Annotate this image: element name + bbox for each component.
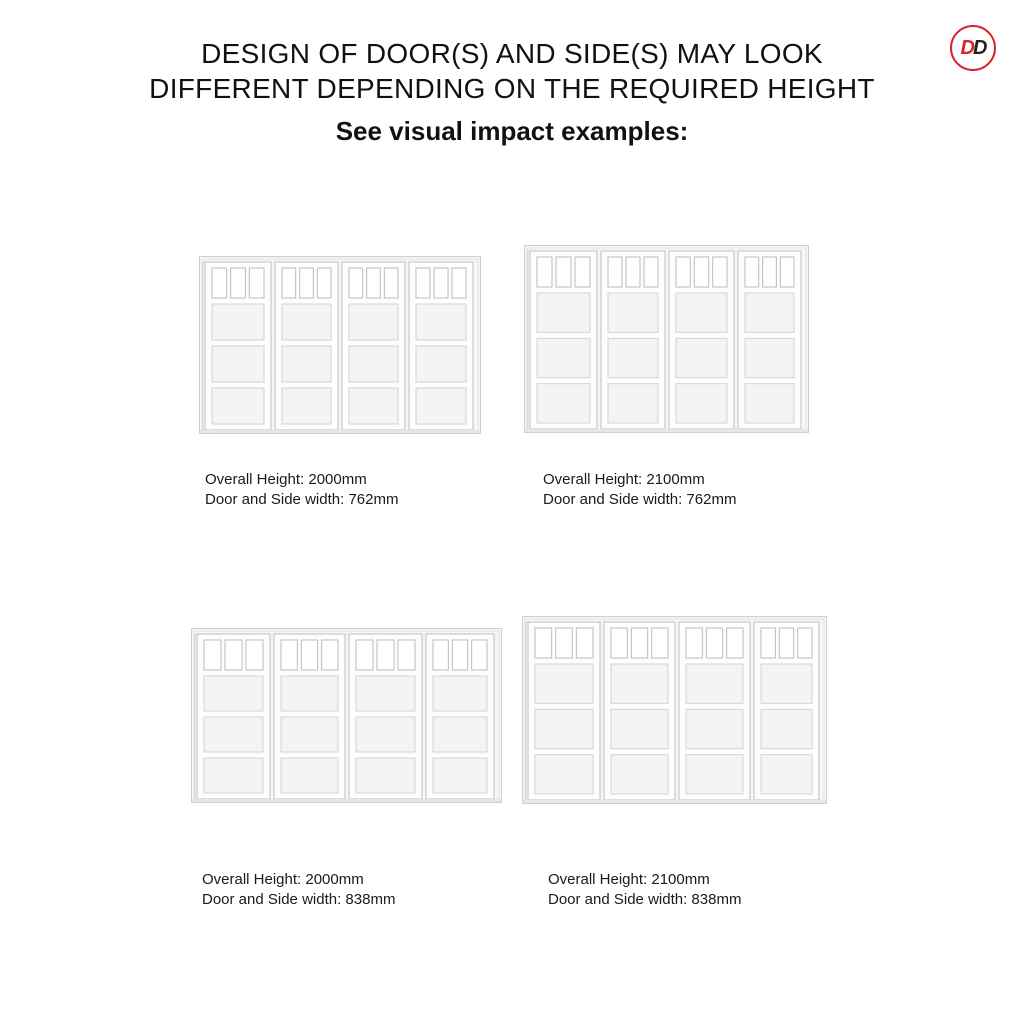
solid-panel [608, 384, 658, 423]
heading [0, 36, 1024, 106]
example-door-set-4 [522, 616, 827, 804]
door-side-width-text: Door and Side width: 762mm [205, 491, 399, 508]
solid-panel [281, 758, 338, 793]
door-side-width-text: Door and Side width: 762mm [543, 491, 737, 508]
door-leaf [426, 634, 494, 799]
door-leaf [528, 622, 600, 800]
example-1-caption [205, 470, 398, 510]
solid-panel [204, 758, 263, 793]
solid-panel [204, 676, 263, 711]
glass-pane [317, 268, 331, 298]
door-leaf [604, 622, 675, 800]
solid-panel [686, 755, 743, 794]
glass-pane [556, 628, 573, 658]
solid-panel [761, 664, 812, 703]
door-leaf [197, 634, 270, 799]
glass-pane [779, 628, 793, 658]
glass-pane [713, 257, 727, 287]
heading-line-1: DESIGN OF DOOR(S) AND SIDE(S) MAY LOOK [201, 38, 823, 69]
solid-panel [433, 676, 487, 711]
door-leaf [349, 634, 422, 799]
glass-pane [322, 640, 338, 670]
glass-pane [556, 257, 571, 287]
door-set-illustration [522, 616, 827, 804]
glass-pane [452, 640, 467, 670]
solid-panel [611, 709, 668, 748]
example-door-set-3 [191, 628, 502, 803]
glass-pane [281, 640, 297, 670]
glass-pane [576, 628, 593, 658]
overall-height-text: Overall Height: 2100mm [548, 871, 710, 888]
door-leaf [601, 251, 665, 429]
threshold [523, 800, 826, 803]
door-leaf [342, 262, 405, 430]
glass-pane [452, 268, 466, 298]
glass-pane [212, 268, 227, 298]
door-leaf [274, 634, 345, 799]
glass-pane [377, 640, 394, 670]
solid-panel [676, 384, 727, 423]
threshold [525, 429, 808, 432]
door-set-illustration [524, 245, 809, 433]
solid-panel [745, 293, 794, 332]
glass-pane [416, 268, 430, 298]
solid-panel [204, 717, 263, 752]
door-leaf [205, 262, 271, 430]
solid-panel [611, 755, 668, 794]
glass-pane [301, 640, 317, 670]
solid-panel [356, 676, 415, 711]
solid-panel [212, 346, 264, 382]
glass-pane [300, 268, 314, 298]
solid-panel [608, 293, 658, 332]
solid-panel [282, 346, 331, 382]
glass-pane [745, 257, 759, 287]
door-set-illustration [199, 256, 481, 434]
door-leaf [669, 251, 734, 429]
glass-pane [676, 257, 690, 287]
solid-panel [535, 709, 593, 748]
glass-pane [706, 628, 722, 658]
glass-pane [349, 268, 363, 298]
glass-pane [686, 628, 702, 658]
glass-pane [761, 628, 775, 658]
glass-pane [356, 640, 373, 670]
solid-panel [608, 338, 658, 377]
solid-panel [537, 384, 590, 423]
threshold [200, 430, 480, 433]
glass-pane [626, 257, 640, 287]
solid-panel [416, 346, 466, 382]
door-leaf [530, 251, 597, 429]
glass-pane [204, 640, 221, 670]
solid-panel [761, 755, 812, 794]
glass-pane [608, 257, 622, 287]
threshold [192, 799, 501, 802]
glass-pane [537, 257, 552, 287]
overall-height-text: Overall Height: 2000mm [202, 871, 364, 888]
solid-panel [676, 338, 727, 377]
solid-panel [416, 388, 466, 424]
solid-panel [537, 338, 590, 377]
glass-pane [384, 268, 398, 298]
solid-panel [686, 664, 743, 703]
door-leaf [409, 262, 473, 430]
glass-pane [282, 268, 296, 298]
solid-panel [281, 717, 338, 752]
glass-pane [535, 628, 552, 658]
door-leaf [754, 622, 819, 800]
glass-pane [694, 257, 708, 287]
glass-pane [434, 268, 448, 298]
solid-panel [761, 709, 812, 748]
glass-pane [472, 640, 487, 670]
example-door-set-1 [199, 256, 481, 434]
door-side-width-text: Door and Side width: 838mm [548, 891, 742, 908]
solid-panel [745, 384, 794, 423]
glass-pane [652, 628, 668, 658]
solid-panel [349, 346, 398, 382]
solid-panel [745, 338, 794, 377]
door-leaf [738, 251, 801, 429]
dd-logo-icon: D D [950, 25, 996, 71]
glass-pane [763, 257, 777, 287]
glass-pane [231, 268, 246, 298]
solid-panel [535, 755, 593, 794]
glass-pane [433, 640, 448, 670]
example-3-caption [202, 870, 395, 910]
solid-panel [433, 717, 487, 752]
example-door-set-2 [524, 245, 809, 433]
solid-panel [281, 676, 338, 711]
glass-pane [727, 628, 743, 658]
solid-panel [356, 717, 415, 752]
solid-panel [212, 304, 264, 340]
glass-pane [644, 257, 658, 287]
solid-panel [349, 388, 398, 424]
solid-panel [433, 758, 487, 793]
door-set-illustration [191, 628, 502, 803]
glass-pane [246, 640, 263, 670]
glass-pane [798, 628, 812, 658]
glass-pane [611, 628, 627, 658]
solid-panel [611, 664, 668, 703]
example-2-caption [543, 470, 736, 510]
overall-height-text: Overall Height: 2100mm [543, 471, 705, 488]
solid-panel [212, 388, 264, 424]
door-leaf [679, 622, 750, 800]
door-leaf [275, 262, 338, 430]
glass-pane [631, 628, 647, 658]
subheading: See visual impact examples: [335, 116, 689, 146]
solid-panel [356, 758, 415, 793]
solid-panel [535, 664, 593, 703]
solid-panel [676, 293, 727, 332]
solid-panel [349, 304, 398, 340]
heading-line-2: DIFFERENT DEPENDING ON THE REQUIRED HEIGHT [149, 73, 875, 104]
glass-pane [398, 640, 415, 670]
glass-pane [575, 257, 590, 287]
example-4-caption [548, 870, 741, 910]
solid-panel [282, 304, 331, 340]
solid-panel [416, 304, 466, 340]
solid-panel [282, 388, 331, 424]
glass-pane [367, 268, 381, 298]
glass-pane [249, 268, 264, 298]
solid-panel [686, 709, 743, 748]
glass-pane [780, 257, 794, 287]
overall-height-text: Overall Height: 2000mm [205, 471, 367, 488]
solid-panel [537, 293, 590, 332]
glass-pane [225, 640, 242, 670]
door-side-width-text: Door and Side width: 838mm [202, 891, 396, 908]
